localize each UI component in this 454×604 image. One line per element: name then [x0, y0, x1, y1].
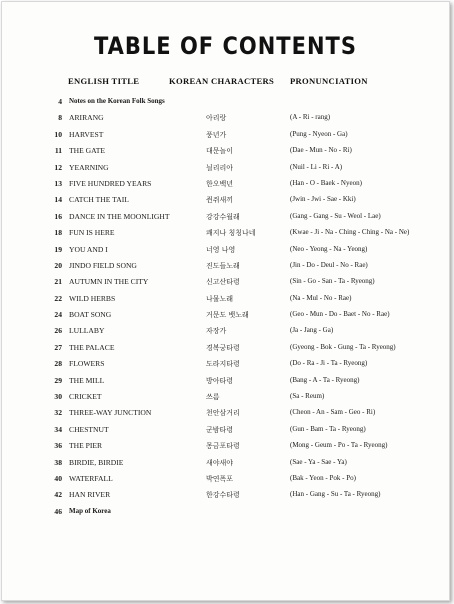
- header-korean-characters: KOREAN CHARACTERS: [169, 76, 275, 86]
- page-number: 19: [54, 244, 62, 254]
- korean-title: 신고산타령: [206, 278, 240, 287]
- english-title: HAN RIVER: [69, 490, 111, 500]
- pronunciation: (Gun - Bam - Ta - Ryeong): [290, 424, 366, 433]
- page-number: 20: [54, 260, 62, 270]
- page-number: 16: [54, 211, 62, 221]
- korean-title: 방아타령: [206, 376, 234, 385]
- page-number: 29: [54, 375, 62, 385]
- english-title: WILD HERBS: [69, 293, 116, 303]
- contents-row: [2, 490, 449, 506]
- page-number: 11: [54, 146, 62, 156]
- contents-row: [2, 310, 449, 326]
- korean-title: 새야새야: [206, 458, 234, 467]
- pronunciation: (Mong - Geum - Po - Ta - Ryeong): [290, 441, 388, 450]
- contents-row: [2, 97, 449, 113]
- english-title: DANCE IN THE MOONLIGHT: [69, 211, 170, 221]
- header-english-title: ENGLISH TITLE: [68, 76, 140, 86]
- pronunciation: (Dae - Mun - No - Ri): [290, 146, 352, 155]
- pronunciation: (Neo - Yeong - Na - Yeong): [290, 244, 368, 253]
- korean-title: 한오백년: [206, 179, 234, 188]
- english-title: YOU AND I: [69, 244, 108, 254]
- pronunciation: (Bang - A - Ta - Ryeong): [290, 375, 360, 384]
- page-number: 10: [54, 129, 62, 139]
- korean-title: 늴리리아: [206, 163, 234, 172]
- contents-row: [2, 245, 449, 261]
- pronunciation: (Kwae - Ji - Na - Ching - Ching - Na - Ne): [290, 228, 410, 237]
- contents-row: [2, 261, 449, 277]
- page-number: 4: [58, 97, 62, 106]
- pronunciation: (A - Ri - rang): [290, 113, 331, 122]
- page-number: 18: [54, 228, 62, 238]
- page-number: 24: [54, 310, 62, 320]
- english-title: Map of Korea: [69, 506, 111, 515]
- page-number: 13: [54, 178, 62, 188]
- korean-title: 쾌지나 칭칭나네: [206, 229, 256, 238]
- page-number: 32: [54, 408, 62, 418]
- contents-row: [2, 228, 449, 244]
- english-title: Notes on the Korean Folk Songs: [69, 97, 165, 105]
- pronunciation: (Jin - Do - Deul - No - Rae): [290, 260, 368, 269]
- contents-row: [2, 474, 449, 490]
- english-title: YEARNING: [69, 162, 109, 172]
- english-title: HARVEST: [69, 129, 104, 139]
- page-number: 42: [54, 490, 62, 500]
- english-title: CRICKET: [69, 392, 102, 402]
- contents-row: [2, 376, 449, 392]
- korean-title: 너영 나영: [206, 245, 236, 254]
- pronunciation: (Gyeong - Bok - Gung - Ta - Ryeong): [290, 342, 396, 351]
- korean-title: 쥔쥐새끼: [206, 196, 234, 205]
- pronunciation: (Sin - Go - San - Ta - Ryeong): [290, 277, 375, 286]
- pronunciation: (Han - Gang - Su - Ta - Ryeong): [290, 490, 381, 499]
- english-title: WATERFALL: [69, 473, 113, 483]
- english-title: JINDO FIELD SONG: [69, 260, 137, 270]
- contents-row: [2, 326, 449, 342]
- pronunciation: (Ja - Jang - Ga): [290, 326, 334, 335]
- english-title: THE PALACE: [69, 342, 115, 352]
- pronunciation: (Pung - Nyeon - Ga): [290, 129, 348, 138]
- korean-title: 천안삼거리: [206, 409, 240, 418]
- english-title: CHESTNUT: [69, 424, 109, 434]
- english-title: THE MILL: [69, 375, 105, 385]
- page-number: 26: [54, 326, 62, 336]
- contents-row: [2, 392, 449, 408]
- page-number: 46: [54, 506, 62, 516]
- korean-title: 쓰름: [206, 393, 220, 402]
- contents-row: [2, 343, 449, 359]
- page-number: 40: [54, 473, 62, 483]
- korean-title: 경복궁타령: [206, 343, 240, 352]
- contents-row: [2, 163, 449, 179]
- korean-title: 강강수월래: [206, 212, 240, 221]
- english-title: THE PIER: [69, 441, 103, 451]
- english-title: FLOWERS: [69, 359, 105, 369]
- pronunciation: (Han - O - Baek - Nyeon): [290, 178, 362, 187]
- page-number: 27: [54, 342, 62, 352]
- contents-row: [2, 425, 449, 441]
- korean-title: 풍년가: [206, 130, 227, 139]
- pronunciation: (Cheon - An - Sam - Geo - Ri): [290, 408, 376, 417]
- contents-row: [2, 277, 449, 293]
- contents-row: [2, 146, 449, 162]
- korean-title: 군밤타령: [206, 425, 234, 434]
- pronunciation: (Nuil - Li - Ri - A): [290, 162, 343, 171]
- english-title: LULLABY: [69, 326, 105, 336]
- contents-row: [2, 458, 449, 474]
- contents-row: [2, 359, 449, 375]
- english-title: THREE-WAY JUNCTION: [69, 408, 152, 418]
- contents-row: [2, 507, 449, 523]
- korean-title: 도라지타령: [206, 360, 240, 369]
- english-title: BOAT SONG: [69, 310, 112, 320]
- english-title: FIVE HUNDRED YEARS: [69, 178, 152, 188]
- page-number: 28: [54, 359, 62, 369]
- korean-title: 박연폭포: [206, 474, 234, 483]
- pronunciation: (Sae - Ya - Sae - Ya): [290, 457, 347, 466]
- english-title: CATCH THE TAIL: [69, 195, 129, 205]
- english-title: ARIRANG: [69, 113, 104, 123]
- contents-row: [2, 294, 449, 310]
- page-number: 34: [54, 424, 62, 434]
- korean-title: 몽금포타령: [206, 442, 240, 451]
- page-title: TABLE OF CONTENTS: [93, 32, 358, 60]
- korean-title: 대문놀이: [206, 147, 234, 156]
- korean-title: 나물노래: [206, 294, 234, 303]
- pronunciation: (Geo - Mun - Do - Baet - No - Rae): [290, 310, 390, 319]
- korean-title: 거문도 뱃노래: [206, 311, 249, 320]
- contents-row: [2, 195, 449, 211]
- page-number: 14: [54, 195, 62, 205]
- contents-row: [2, 113, 449, 129]
- pronunciation: (Sa - Reum): [290, 392, 325, 401]
- contents-row: [2, 179, 449, 195]
- pronunciation: (Gang - Gang - Su - Weol - Lae): [290, 211, 381, 220]
- page-number: 22: [54, 293, 62, 303]
- page-number: 30: [54, 392, 62, 402]
- english-title: FUN IS HERE: [69, 228, 115, 238]
- contents-row: [2, 212, 449, 228]
- page-number: 8: [58, 113, 62, 123]
- english-title: THE GATE: [69, 146, 106, 156]
- page-number: 38: [54, 457, 62, 467]
- contents-row: [2, 441, 449, 457]
- pronunciation: (Do - Ra - Ji - Ta - Ryeong): [290, 359, 368, 368]
- contents-row: [2, 130, 449, 146]
- contents-row: [2, 408, 449, 424]
- english-title: BIRDIE, BIRDIE: [69, 457, 124, 467]
- book-page: [1, 1, 450, 601]
- korean-title: 한강수타령: [206, 491, 240, 500]
- korean-title: 자장가: [206, 327, 227, 336]
- header-pronunciation: PRONUNCIATION: [290, 76, 368, 86]
- page-number: 36: [54, 441, 62, 451]
- korean-title: 진도들노래: [206, 261, 240, 270]
- english-title: AUTUMN IN THE CITY: [69, 277, 149, 287]
- pronunciation: (Jwin - Jwi - Sae - Kki): [290, 195, 356, 204]
- pronunciation: (Bak - Yeon - Pok - Po): [290, 473, 356, 482]
- contents-list: [2, 97, 449, 523]
- korean-title: 아리랑: [206, 114, 227, 123]
- pronunciation: (Na - Mul - No - Rae): [290, 293, 352, 302]
- page-number: 12: [54, 162, 62, 172]
- page-number: 21: [54, 277, 62, 287]
